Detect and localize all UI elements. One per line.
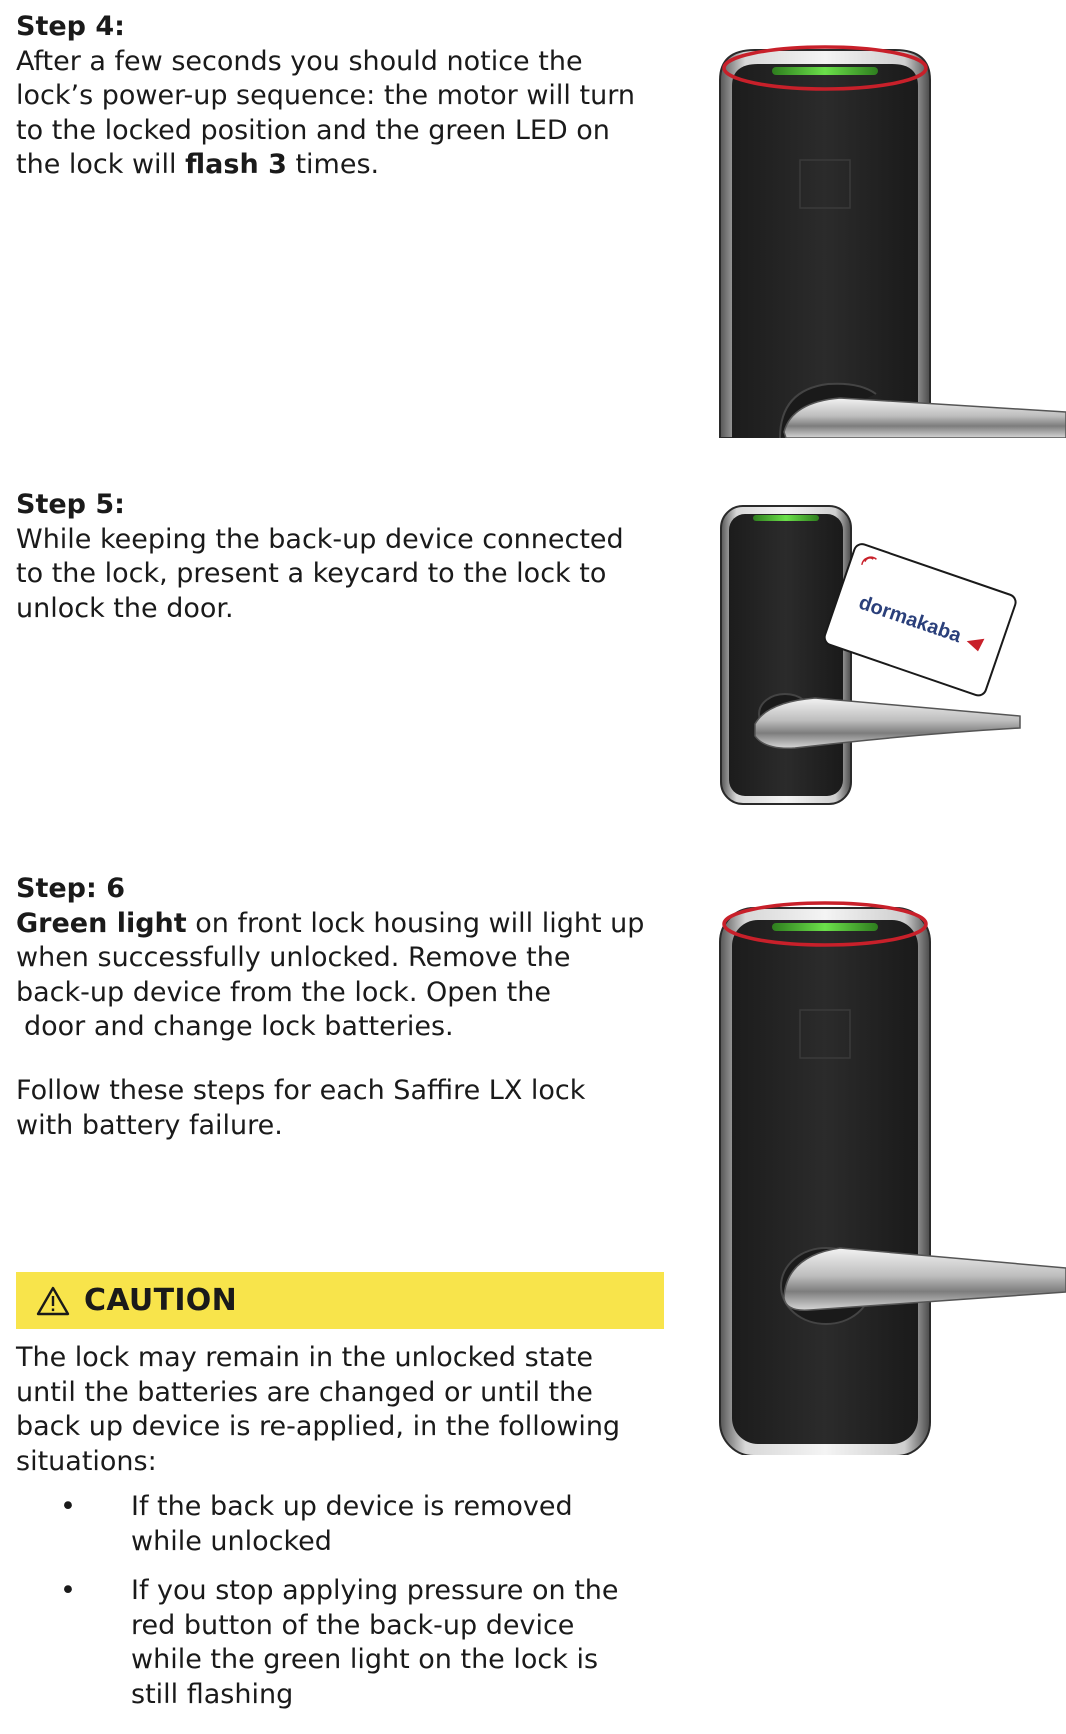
step6-line4: door and change lock batteries. (24, 1011, 454, 1042)
flash-count-emphasis: flash 3 (185, 149, 287, 180)
bullet-line: If the back up device is removed (131, 1491, 573, 1522)
caution-title: CAUTION (84, 1283, 238, 1318)
caution-bullet-list (0, 1490, 651, 1727)
bullet-line: If you stop applying pressure on the (131, 1575, 619, 1606)
step4-block (16, 10, 635, 183)
caution-banner (16, 1272, 664, 1329)
lock-with-keycard-illustration (715, 502, 1035, 807)
bullet-marker: • (60, 1575, 76, 1606)
list-item (0, 1490, 651, 1559)
follow-line2: with battery failure. (16, 1109, 283, 1141)
caution-body (16, 1341, 620, 1479)
green-led-icon (772, 67, 878, 75)
bullet-line: still flashing (131, 1678, 294, 1710)
warning-triangle-icon (36, 1286, 70, 1316)
caution-line2: until the batteries are changed or until the (16, 1376, 593, 1408)
step5-line2: to the lock, present a keycard to the lock to (16, 558, 607, 589)
step5-block (16, 488, 624, 626)
step5-line3: unlock the door. (16, 592, 234, 624)
follow-line1: Follow these steps for each Saffire LX lock (16, 1075, 586, 1106)
step4-line1: After a few seconds you should notice the (16, 45, 583, 77)
list-item (0, 1574, 651, 1712)
step6-line3: back-up device from the lock. Open the (16, 976, 551, 1008)
green-led-icon (753, 515, 819, 521)
step4-line2: lock’s power-up sequence: the motor will turn (16, 80, 635, 111)
step4-line3: to the locked position and the green LED on (16, 114, 610, 146)
step6-block (16, 872, 644, 1045)
step6-heading: Step: 6 (16, 873, 125, 904)
bullet-marker: • (60, 1491, 76, 1522)
keycard-brand: dormakaba (855, 591, 965, 648)
lock-illustration-step4 (700, 20, 1066, 438)
step4-heading: Step 4: (16, 11, 125, 42)
green-led-icon (772, 923, 878, 931)
caution-line4: situations: (16, 1445, 157, 1477)
step5-line1: While keeping the back-up device connected (16, 523, 624, 555)
lock-illustration-step6 (700, 880, 1066, 1455)
caution-line3: back up device is re-applied, in the following (16, 1411, 621, 1442)
bullet-line: red button of the back-up device (131, 1609, 575, 1641)
bullet-line: while unlocked (131, 1525, 332, 1557)
step5-heading: Step 5: (16, 489, 125, 520)
follow-steps-note (16, 1074, 585, 1143)
step6-line2: when successfully unlocked. Remove the (16, 942, 571, 973)
caution-line1: The lock may remain in the unlocked state (16, 1342, 594, 1373)
green-light-emphasis: Green light (16, 907, 187, 939)
step4-line4: the lock will flash 3 times. (16, 149, 380, 180)
step6-line1: Green light on front lock housing will light up (16, 907, 645, 939)
bullet-line: while the green light on the lock is (131, 1644, 599, 1675)
